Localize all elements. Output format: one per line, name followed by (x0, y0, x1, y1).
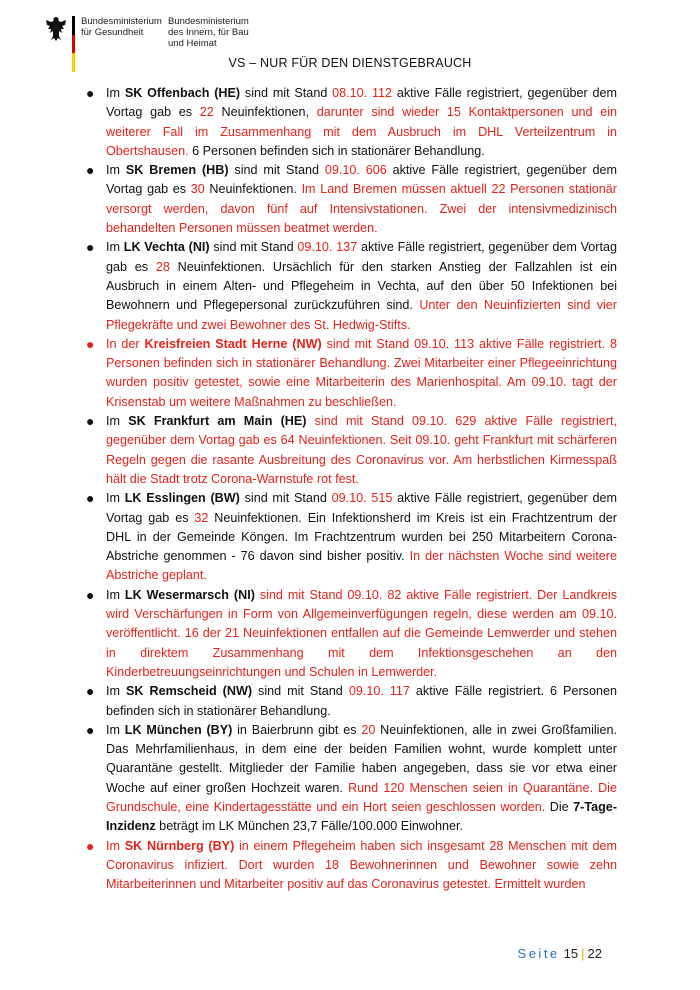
item-text: 09.10. 515 (331, 491, 393, 506)
region-name: 7-Tage-Inzidenz (106, 799, 618, 834)
item-text: Neuinfektionen. Ein Infektionsherd im Kreis ist ein Frachtzentrum der DHL in der Gemeinde Köngen. Im Frachtzentrum wurden bei 250 Mitarbeitern Corona-Abstriche genommen - 76 davon sind bisher positiv. (106, 510, 617, 564)
item-text: 6 Personen befinden sich in stationärer Behandlung. (188, 143, 485, 158)
item-text: in einem Pflegeheim haben sich insgesamt 28 Menschen mit dem Coronavirus infiziert. Dort wurden 18 Bewohnerinnen und Bewohner sowie zehn Mitarbeiterinnen und Mitarbeiter positiv auf das Coronavirus getestet. Ermittelt wurden (106, 838, 617, 892)
federal-eagle-icon (45, 16, 67, 42)
item-text: aktive Fälle registriert, gegenüber dem Vortag gab es (106, 491, 617, 525)
item-text: in Baierbrunn gibt es (232, 722, 362, 737)
item-text: beträgt im LK München 23,7 Fälle/100.000 Einwohner. (155, 819, 464, 834)
page-footer (518, 946, 602, 961)
item-text: In der nächsten Woche sind weitere Abstriche geplant. (106, 549, 617, 583)
region-name: SK Bremen (HB) (125, 163, 229, 178)
item-text: Rund 120 Menschen seien in Quarantäne. Die Grundschule, eine Kindertagesstätte und ein Hort seien geschlossen worden. (106, 780, 617, 814)
region-name: SK Nürnberg (BY) (124, 838, 235, 853)
item-text: Neuinfektionen, (213, 105, 317, 120)
item-text: sind mit Stand 09.10. 629 aktive Fälle registriert, gegenüber dem Vortag gab es 64 Neuinfektionen. Seit 09.10. geht Frankfurt mit schärferen Regeln gegen die rasante Ausbreitung des Coronavirus vor. Am herbstlichen Kirmesspaß hält die Stadt trotz Corona-Warnstufe rot fest. (106, 414, 617, 486)
list-item (83, 161, 617, 238)
item-text: sind mit Stand (252, 684, 349, 699)
bullet-icon: ● (86, 239, 95, 256)
item-text: Im (106, 86, 125, 100)
item-text: Im (106, 838, 125, 853)
ministry-interior-line: Bundesministerium (168, 16, 249, 27)
list-item (83, 238, 617, 334)
item-text: sind mit Stand (239, 491, 332, 506)
bullet-icon: ● (86, 335, 95, 352)
case-list (83, 84, 617, 894)
item-text: 09.10. 606 (324, 163, 387, 178)
bullet-icon: ● (86, 85, 95, 101)
list-item (83, 335, 617, 412)
item-text: Im (106, 491, 125, 506)
bullet-icon: ● (86, 683, 95, 700)
item-text: Neuinfektionen, alle in zwei Großfamilien. Das Mehrfamilienhaus, in dem eine der beiden Familien wohnt, wurde komplett unter Quarantäne gestellt. Mitglieder der Familie haben angegeben, dass sie vor etwa einer Woche auf einer großen Hochzeit waren. (106, 722, 617, 795)
list-item (83, 489, 617, 585)
list-item (83, 412, 617, 489)
region-name: SK Remscheid (NW) (125, 684, 253, 699)
item-text: Im (106, 163, 126, 178)
item-text: 32 (194, 510, 209, 525)
item-text: sind mit Stand 09.10. 113 aktive Fälle registriert. 8 Personen befinden sich in stationärer Behandlung. Zwei Mitarbeiter einer Pflegeeinrichtung wurden positiv getestet, sowie eine Mitarbeiterin des Marienhospital. Am 09.10. tagt der Krisenstab um weitere Maßnahmen zu beschließen. (106, 336, 617, 409)
bullet-icon: ● (86, 162, 95, 179)
item-text: sind mit Stand 09.10. 82 aktive Fälle registriert. Der Landkreis wird Verschärfungen in Form von Allgemeinverfügungen regeln, diese werden am 09.10. veröffentlicht. 16 der 21 Neuinfektionen entfallen auf die Gemeinde Lemwerder und stehen in direktem Zusammenhang mit dem Infektionsgeschehen an den Kinderbetreuungseinrichtungen und Schulen in Lemwerder. (106, 587, 617, 679)
item-text: Neuinfektionen. Ursächlich für den starken Anstieg der Fallzahlen ist ein Ausbruch in einem Alten- und Pflegeheim in Vechta, auf den über 50 Infektionen bei Bewohnern und Pflegepersonal zurückzuführen sind. (106, 259, 617, 313)
list-item (83, 586, 617, 682)
item-text: Unter den Neuinfizierten sind vier Pflegekräfte und zwei Bewohner des St. Hedwig-Stifts. (106, 298, 617, 332)
item-text: Die (545, 799, 574, 814)
bullet-icon: ● (86, 490, 95, 507)
item-text: sind mit Stand (228, 163, 325, 178)
list-item (83, 721, 617, 837)
page-number: 15 (563, 946, 579, 961)
list-item (83, 84, 617, 161)
item-text: 09.10. 137 (297, 240, 358, 255)
item-text: sind mit Stand (209, 240, 298, 255)
item-text: Im (106, 722, 125, 737)
list-item (83, 837, 617, 895)
item-text: aktive Fälle registriert, gegenüber dem Vortag gab es (106, 163, 617, 197)
list-item (83, 682, 617, 721)
item-text: 30 (190, 182, 205, 197)
region-name: LK Vechta (NI) (123, 240, 210, 255)
region-name: SK Offenbach (HE) (124, 86, 241, 100)
bullet-icon: ● (86, 413, 95, 430)
item-text: In der (106, 336, 145, 351)
region-name: Kreisfreien Stadt Herne (NW) (144, 336, 322, 351)
region-name: SK Frankfurt am Main (HE) (128, 414, 307, 429)
item-text: Im (106, 684, 126, 699)
item-text: Im (106, 240, 124, 255)
item-text: sind mit Stand (240, 86, 333, 100)
item-text: Im (106, 587, 125, 602)
bullet-icon: ● (86, 586, 95, 603)
page-separator: | (581, 946, 585, 961)
item-text: aktive Fälle registriert, gegenüber dem Vortag gab es (106, 86, 617, 120)
item-text: 20 (361, 722, 376, 737)
bullet-icon: ● (86, 837, 95, 854)
item-text: 08.10. 112 (332, 86, 393, 100)
item-text: 28 (155, 259, 170, 274)
page-label: Seite (517, 946, 560, 961)
ministry-health-line: Bundesministerium (81, 16, 162, 27)
item-text: aktive Fälle registriert, gegenüber dem Vortag gab es (106, 240, 617, 274)
item-text: Im Land Bremen müssen aktuell 22 Personen stationär versorgt werden, davon fünf auf Intensivstationen. Zwei der intensivmedizinisch behandelten Personen müssen beatmet werden. (106, 182, 617, 236)
item-text: Im (106, 414, 129, 429)
item-text: 09.10. 117 (348, 684, 410, 699)
region-name: LK Esslingen (BW) (124, 491, 240, 506)
ministry-health (81, 16, 162, 38)
ministry-interior-line: und Heimat (168, 38, 217, 49)
bullet-icon: ● (86, 721, 95, 738)
ministry-interior (168, 16, 249, 49)
item-text: aktive Fälle registriert. 6 Personen befinden sich in stationärer Behandlung. (106, 684, 617, 718)
ministry-interior-line: des Innern, für Bau (168, 27, 249, 38)
case-report-body (83, 84, 617, 894)
classification-heading: VS – NUR FÜR DEN DIENSTGEBRAUCH (228, 56, 472, 70)
item-text: Neuinfektionen. (204, 182, 302, 197)
region-name: LK Wesermarsch (NI) (124, 587, 255, 602)
page-total: 22 (587, 946, 602, 961)
ministry-health-line: für Gesundheit (81, 27, 144, 38)
item-text: darunter sind wieder 15 Kontaktpersonen und ein weiterer Fall im Zusammenhang mit dem Ausbruch im DHL Verteilzentrum in Obertshausen. (106, 105, 618, 158)
region-name: LK München (BY) (124, 722, 233, 737)
item-text: 22 (199, 105, 214, 120)
